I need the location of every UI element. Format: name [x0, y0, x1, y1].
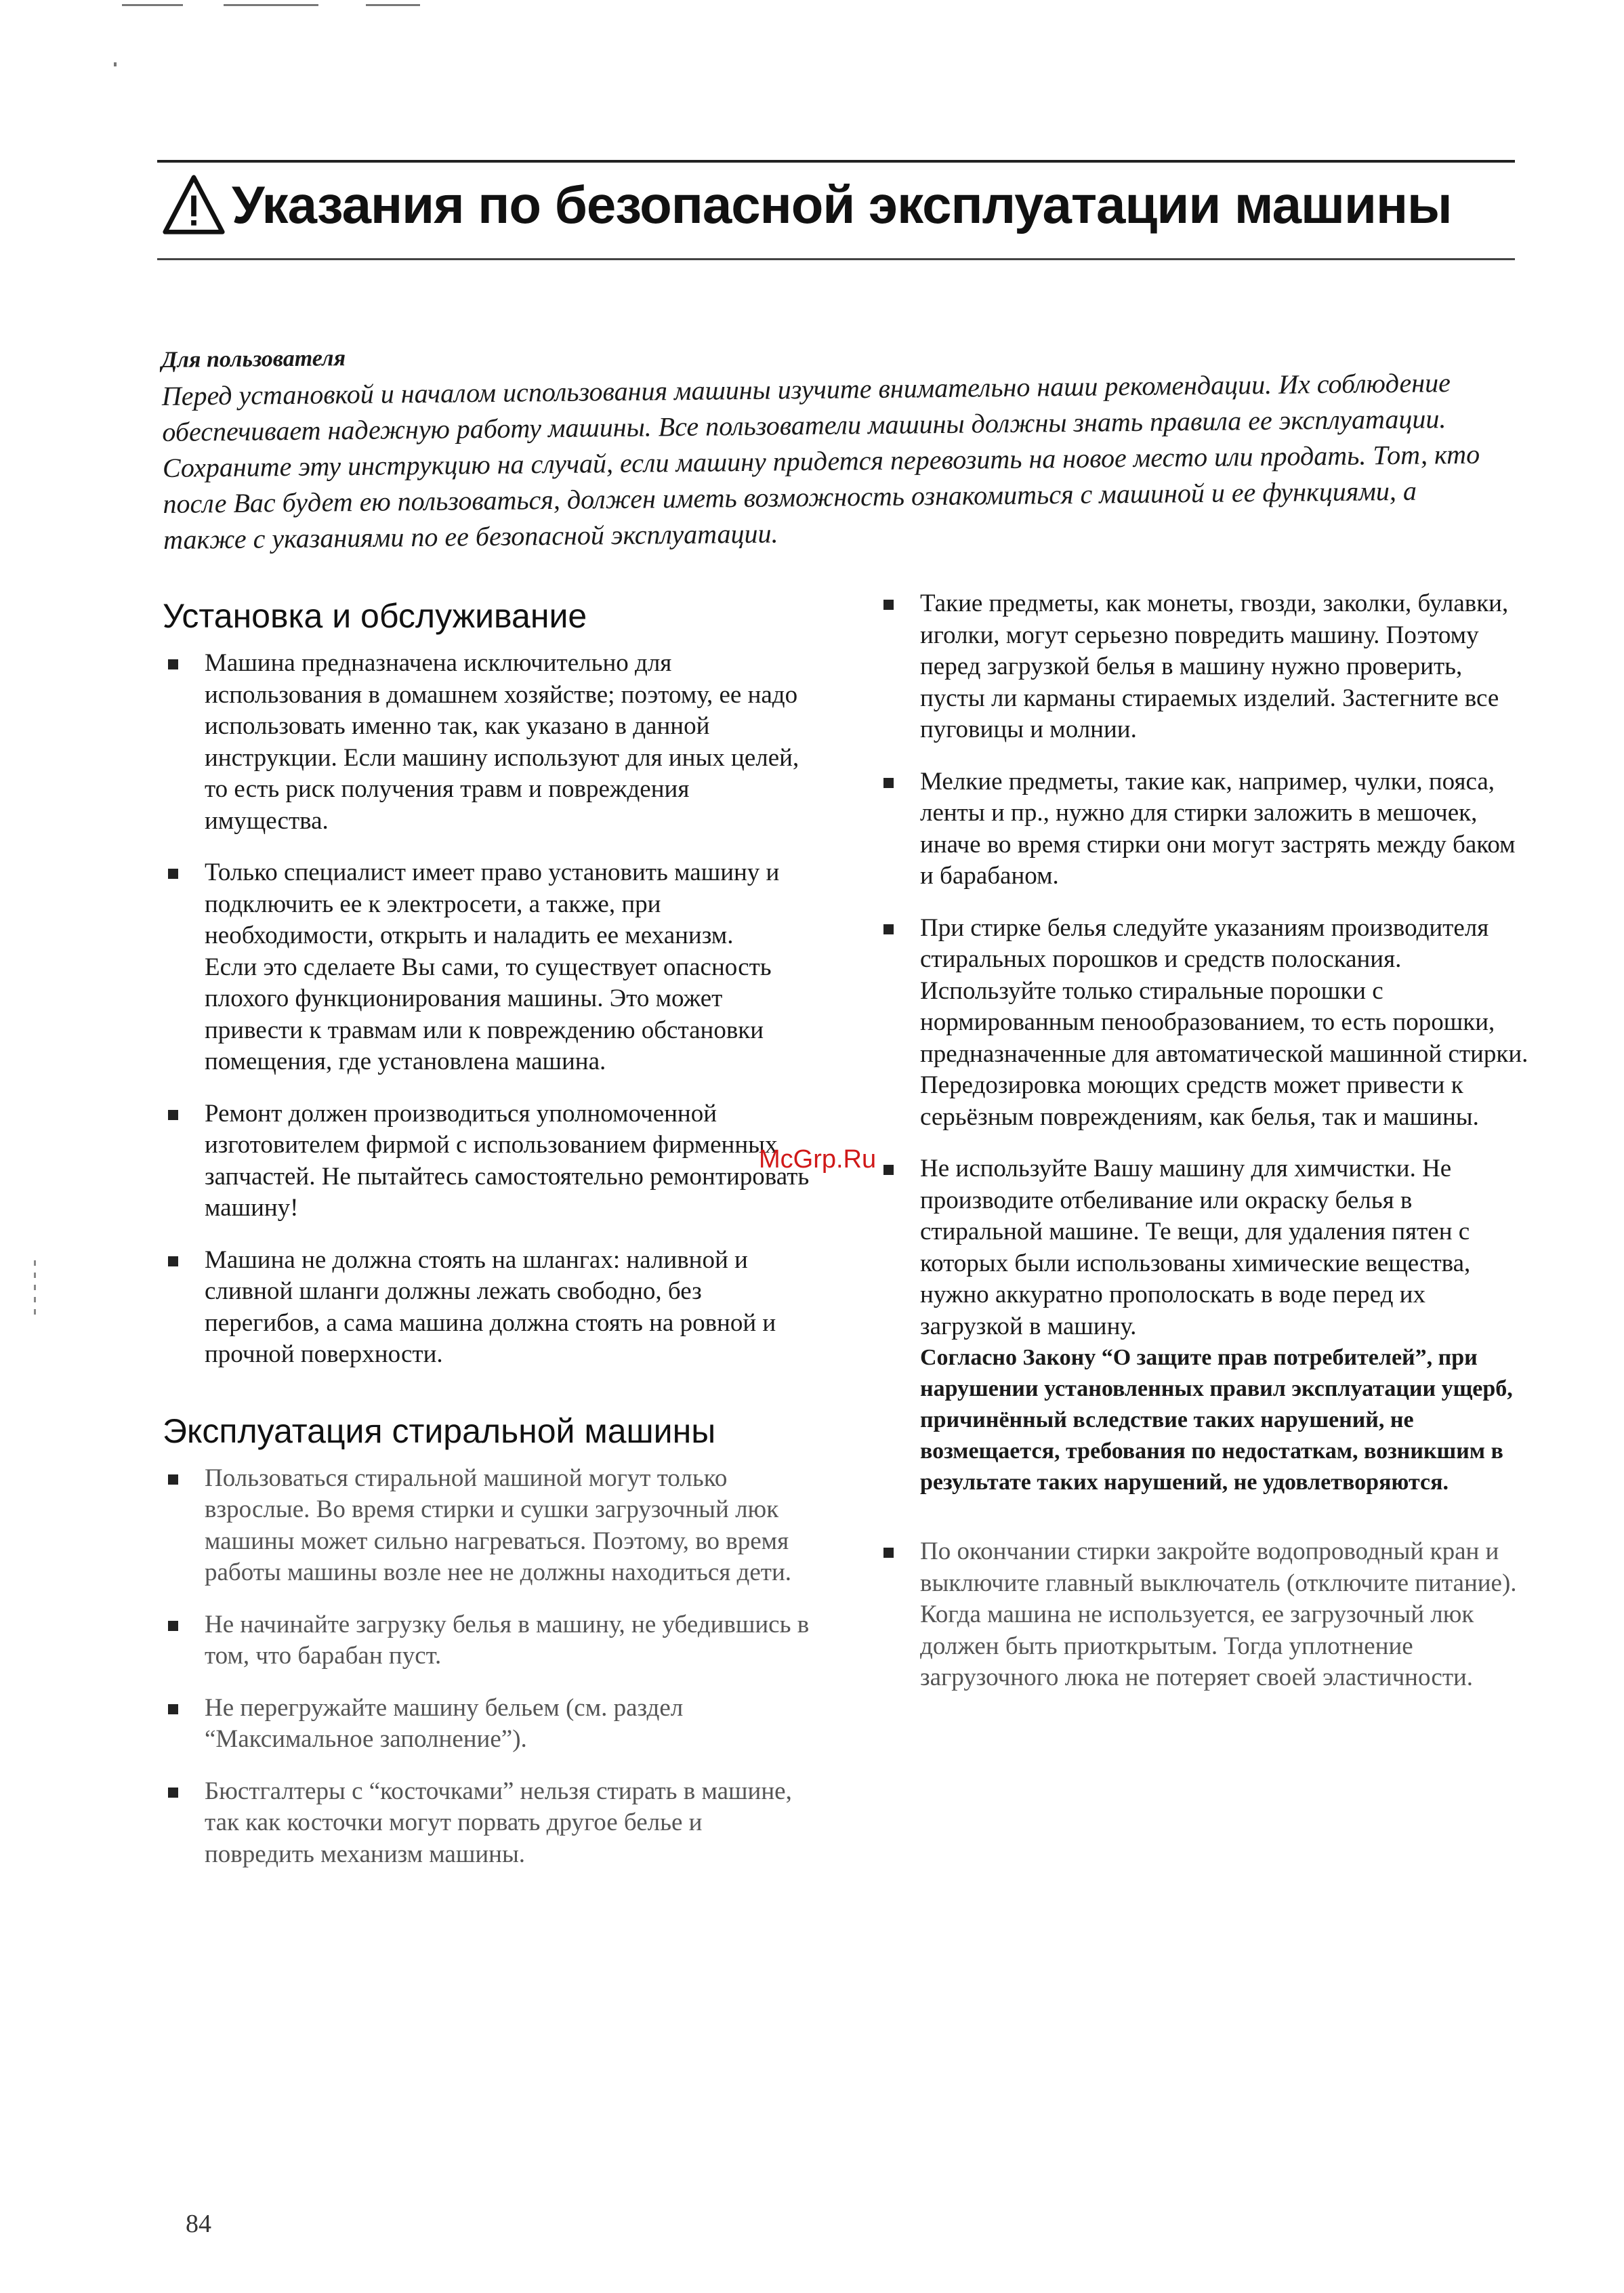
list-item-text: Пользоваться стиральной машиной могут только взрослые. Во время стирки и сушки загрузочный люк машины может сильно нагреваться. Поэтому, во время работы машины возле нее не должны находиться дети.	[205, 1464, 792, 1586]
intro-heading: Для пользователя	[161, 346, 346, 373]
list-item-text: По окончании стирки закройте водопроводный кран и выключите главный выключатель (отключите питание). Когда машина не используется, ее загрузочный люк должен быть приоткрытым. Тогда уплотнение загрузочного люка не потеряет своей эластичности.	[920, 1537, 1517, 1691]
scan-mark-top-3	[366, 4, 420, 6]
page-header	[157, 160, 1515, 260]
list-item	[163, 1693, 813, 1756]
section-title-installation: Установка и обслуживание	[163, 597, 587, 635]
scan-mark-top-1	[122, 4, 183, 6]
scan-mark-top-2	[224, 4, 318, 6]
warning-triangle-icon	[161, 172, 226, 237]
left-column	[163, 596, 813, 1891]
operation-list	[163, 1463, 813, 1871]
watermark: McGrp.Ru	[759, 1145, 877, 1174]
list-item-text: Только специалист имеет право установить машину и подключить ее к электросети, а также, при необходимости, открыть и наладить ее механизм.	[205, 859, 780, 949]
list-item-text: Не начинайте загрузку белья в машину, не убедившись в том, что барабан пуст.	[205, 1610, 810, 1670]
header-content	[161, 172, 1452, 237]
list-item	[878, 913, 1528, 1134]
list-item-text: Не перегружайте машину бельем (см. раздел “Максимальное заполнение”).	[205, 1693, 684, 1753]
list-item-text: Машина не должна стоять на шлангах: наливной и сливной шланги должны лежать свободно, без перегибов, а сама машина должна стоять на ровной и прочной поверхности.	[205, 1245, 776, 1368]
list-item-text: Мелкие предметы, такие как, например, чулки, пояса, ленты и пр., нужно для стирки заложить в мешочек, иначе во время стирки они могут застрять между баком и барабаном.	[920, 767, 1516, 890]
installation-list	[163, 648, 813, 1371]
page-title: Указания по безопасной эксплуатации машины	[232, 174, 1452, 234]
list-item-text: Ремонт должен производиться уполномоченной изготовителем фирмой с использованием фирменных запчастей. Не пытайтесь самостоятельно ремонтировать машину!	[205, 1099, 810, 1222]
consumer-law-notice: Согласно Закону “О защите прав потребителей”, при нарушении установленных правил эксплуатации ущерб, причинённый вследствие таких нарушений, не возмещается, требования по недостаткам, возникшим в результате таких нарушений, не удовлетворяются.	[920, 1345, 1513, 1495]
list-item	[878, 588, 1528, 746]
list-item	[878, 1536, 1528, 1694]
list-item	[163, 857, 813, 1078]
list-item	[163, 1245, 813, 1371]
list-item-text: Такие предметы, как монеты, гвозди, заколки, булавки, иголки, могут серьезно повредить машину. Поэтому перед загрузкой белья в машину нужно проверить, пусты ли карманы стираемых изделий. Застегните все пуговицы и молнии.	[920, 590, 1509, 743]
right-list	[878, 588, 1528, 1694]
right-column	[878, 588, 1528, 1714]
intro-block	[161, 328, 1491, 558]
list-item-continuation: Если это сделаете Вы сами, то существует опасность плохого функционирования машины. Это может привести к травмам или к повреждению обстановки помещения, где установлена машина.	[205, 953, 772, 1075]
list-item	[163, 1098, 813, 1224]
list-item	[878, 1153, 1528, 1498]
intro-text: Перед установкой и началом использования машины изучите внимательно наши рекомендации. Их соблюдение обеспечивает надежную работу машины. Все пользователи машины должны знать правила ее эксплуатации. Сохраните эту инструкцию на случай, если машину придется перевозить на новое место или продать. Тот, кто после Вас будет ею пользоваться, должен иметь возможность ознакомиться с машиной и ее функциями, а также с указаниями по ее безопасной эксплуатации.	[161, 367, 1480, 555]
list-item	[163, 648, 813, 837]
list-item	[163, 1463, 813, 1589]
section-title-operation: Эксплуатация стиральной машины	[163, 1411, 716, 1450]
list-item	[163, 1609, 813, 1672]
list-item-text: Бюстгалтеры с “косточками” нельзя стирать в машине, так как косточки могут порвать другое белье и повредить механизм машины.	[205, 1777, 792, 1868]
scan-mark-side-dashes	[34, 1260, 36, 1321]
page-number: 84	[186, 2210, 211, 2238]
scan-mark-left-dot	[114, 62, 117, 66]
list-item	[878, 766, 1528, 892]
list-item	[163, 1776, 813, 1871]
list-item-text: При стирке белья следуйте указаниям производителя стиральных порошков и средств полоскания. Используйте только стиральные порошки с нормированным пенообразованием, то есть порошки, предназначенные для автоматической машинной стирки. Передозировка моющих средств может привести к серьёзным повреждениям, как белья, так и машины.	[920, 913, 1528, 1131]
list-item-text: Не используйте Вашу машину для химчистки. Не производите отбеливание или окраску белья в стиральной машине. Те вещи, для удаления пятен с которых были использованы химические вещества, нужно аккуратно прополоскать в воде перед их загрузкой в машину.	[920, 1155, 1471, 1340]
list-item-text: Машина предназначена исключительно для использования в домашнем хозяйстве; поэтому, ее надо использовать именно так, как указано в данной инструкции. Если машину используют для иных целей, то есть риск получения травм и повреждения имущества.	[205, 649, 799, 835]
